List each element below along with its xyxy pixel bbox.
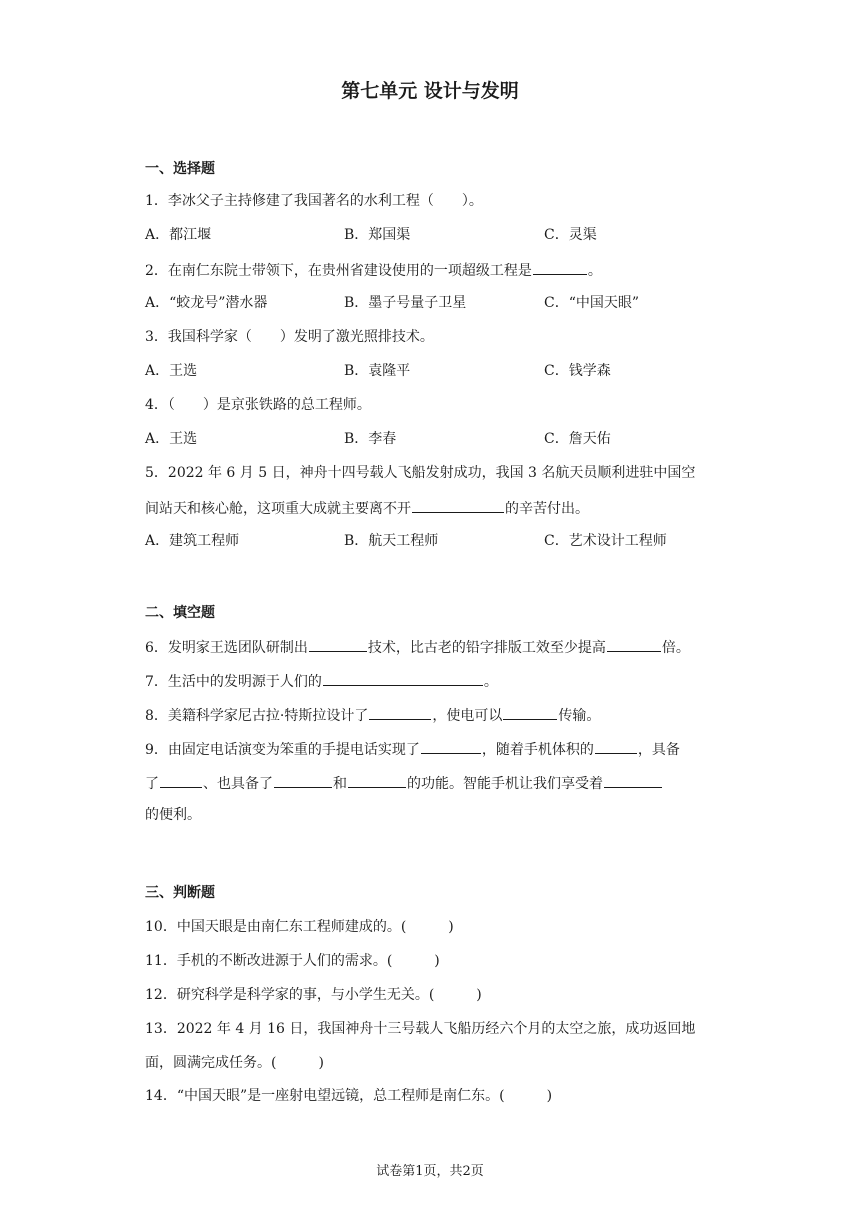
q9-part: 的功能。智能手机让我们享受着 bbox=[407, 776, 603, 792]
answer-blank[interactable] bbox=[309, 637, 367, 652]
question-13-line-1: 13．2022 年 4 月 16 日，我国神舟十三号载人飞船历经六个月的太空之旅，成功返回地 bbox=[145, 1021, 696, 1037]
q5-text: 间站天和核心舱，这项重大成就主要离不开 bbox=[145, 501, 411, 517]
answer-blank[interactable] bbox=[369, 705, 431, 720]
q9-part: ，具备 bbox=[637, 742, 680, 758]
q1-option-b: B．郑国渠 bbox=[344, 227, 411, 243]
question-5-line-2 bbox=[145, 498, 589, 518]
section-heading-fill: 二、填空题 bbox=[145, 605, 215, 621]
answer-blank[interactable] bbox=[274, 773, 332, 788]
q2-text: 2．在南仁东院士带领下，在贵州省建设使用的一项超级工程是 bbox=[145, 263, 532, 279]
q8-part: 传输。 bbox=[558, 708, 601, 724]
question-6 bbox=[145, 637, 690, 657]
page-footer: 试卷第1页，共2页 bbox=[376, 1164, 484, 1179]
question-4: 4．（ ）是京张铁路的总工程师。 bbox=[145, 397, 371, 413]
answer-blank[interactable] bbox=[412, 498, 504, 513]
answer-blank[interactable] bbox=[503, 705, 557, 720]
question-9-line-3: 的便利。 bbox=[145, 807, 201, 823]
q2-option-c: C．“中国天眼” bbox=[544, 295, 640, 311]
q3-option-a: A．王选 bbox=[145, 363, 198, 379]
q6-part: 6．发明家王选团队研制出 bbox=[145, 640, 308, 656]
page-title: 第七单元 设计与发明 bbox=[341, 80, 519, 102]
answer-blank[interactable] bbox=[421, 739, 481, 754]
q9-part: 9．由固定电话演变为笨重的手提电话实现了 bbox=[145, 742, 420, 758]
q2-tail: 。 bbox=[587, 263, 602, 279]
question-2 bbox=[145, 260, 602, 280]
answer-blank[interactable] bbox=[323, 671, 483, 686]
question-14: 14．“中国天眼”是一座射电望远镜，总工程师是南仁东。( ) bbox=[145, 1088, 553, 1104]
q4-option-a: A．王选 bbox=[145, 431, 198, 447]
question-8 bbox=[145, 705, 600, 725]
q6-part: 技术，比古老的铅字排版工效至少提高 bbox=[367, 640, 606, 656]
q9-part: 了 bbox=[145, 776, 159, 792]
q5-option-c: C．艺术设计工程师 bbox=[544, 533, 667, 549]
question-7 bbox=[145, 671, 498, 691]
question-13-line-2: 面，圆满完成任务。( ) bbox=[145, 1055, 324, 1071]
answer-blank[interactable] bbox=[604, 773, 662, 788]
answer-blank[interactable] bbox=[160, 773, 202, 788]
question-12: 12．研究科学是科学家的事，与小学生无关。( ) bbox=[145, 987, 482, 1003]
section-heading-choice: 一、选择题 bbox=[145, 161, 215, 177]
q3-option-c: C．钱学森 bbox=[544, 363, 611, 379]
q5-option-a: A．建筑工程师 bbox=[145, 533, 240, 549]
question-5-line-1: 5．2022 年 6 月 5 日，神舟十四号载人飞船发射成功，我国 3 名航天员顺利进驻中国空 bbox=[145, 465, 696, 481]
question-9-line-2 bbox=[145, 773, 663, 793]
q6-part: 倍。 bbox=[661, 640, 690, 656]
q1-option-c: C．灵渠 bbox=[544, 227, 597, 243]
q5-tail: 的辛苦付出。 bbox=[505, 501, 589, 517]
q9-part: ，随着手机体积的 bbox=[481, 742, 594, 758]
answer-blank[interactable] bbox=[533, 260, 587, 275]
q2-option-b: B．墨子号量子卫星 bbox=[344, 295, 467, 311]
answer-blank[interactable] bbox=[348, 773, 406, 788]
q4-option-b: B．李春 bbox=[344, 431, 397, 447]
q3-option-b: B．袁隆平 bbox=[344, 363, 411, 379]
question-9-line-1 bbox=[145, 739, 680, 759]
q5-option-b: B．航天工程师 bbox=[344, 533, 439, 549]
question-3: 3．我国科学家（ ）发明了激光照排技术。 bbox=[145, 329, 434, 345]
q8-part: 8．美籍科学家尼古拉·特斯拉设计了 bbox=[145, 708, 369, 724]
q7-part: 7．生活中的发明源于人们的 bbox=[145, 674, 322, 690]
question-11: 11．手机的不断改进源于人们的需求。( ) bbox=[145, 953, 440, 969]
q2-option-a: A．“蛟龙号”潜水器 bbox=[145, 295, 268, 311]
section-heading-judge: 三、判断题 bbox=[145, 885, 215, 901]
question-10: 10．中国天眼是由南仁东工程师建成的。( ) bbox=[145, 919, 454, 935]
q1-option-a: A．都江堰 bbox=[145, 227, 212, 243]
q9-part: 、也具备了 bbox=[203, 776, 273, 792]
q7-part: 。 bbox=[483, 674, 498, 690]
q9-part: 和 bbox=[333, 776, 347, 792]
answer-blank[interactable] bbox=[607, 637, 661, 652]
question-1: 1．李冰父子主持修建了我国著名的水利工程（ ）。 bbox=[145, 193, 483, 209]
q4-option-c: C．詹天佑 bbox=[544, 431, 611, 447]
answer-blank[interactable] bbox=[595, 739, 637, 754]
q8-part: ，使电可以 bbox=[432, 708, 503, 724]
